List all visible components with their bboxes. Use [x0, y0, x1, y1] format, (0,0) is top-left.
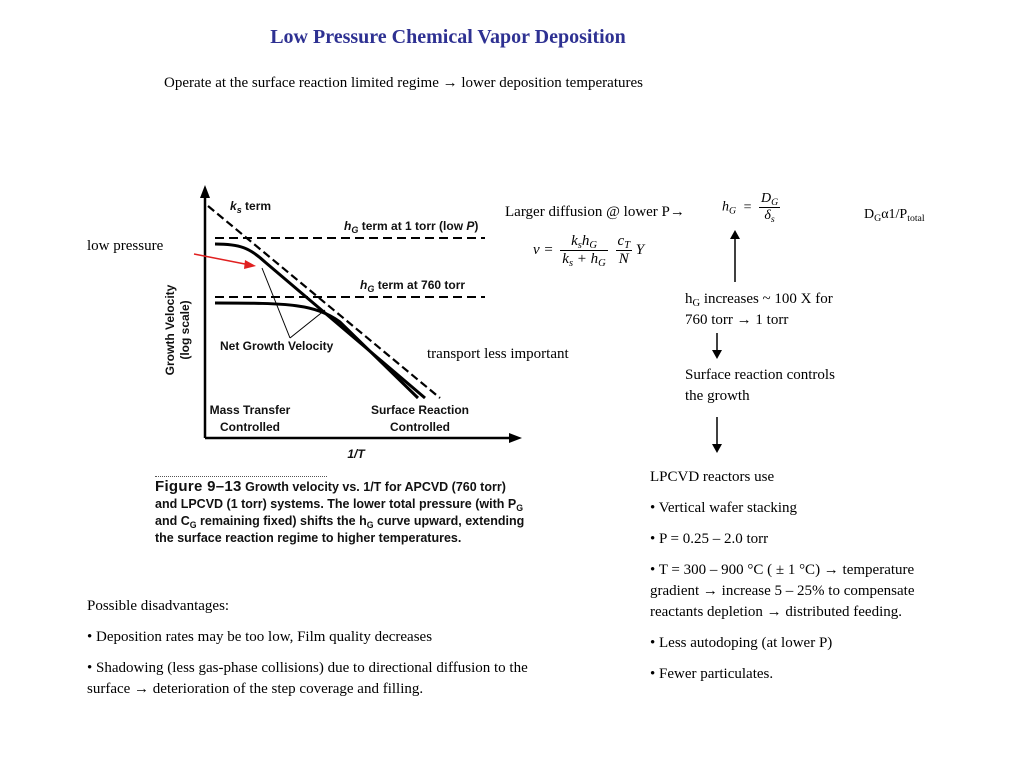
hg-eq-den-sub: s — [770, 214, 775, 225]
caption-end: remaining fixed) shifts the h — [196, 514, 367, 528]
hg-increase-text-2: 760 torr → 1 torr — [685, 312, 789, 328]
x-axis-label: 1/T — [347, 447, 365, 461]
red-pointer-arrow-icon — [190, 248, 260, 273]
figure-caption — [155, 478, 530, 547]
v-eq-y: Y — [635, 241, 645, 258]
lpcvd-heading: LPCVD reactors use — [650, 469, 775, 485]
hg1-end: ) — [474, 219, 479, 233]
disadvantages-bullet-1: • Deposition rates may be too low, Film quality decreases — [87, 629, 433, 645]
hg-eq-lhs-sub: G — [729, 205, 737, 217]
mass-transfer-label-1: Mass Transfer — [209, 403, 291, 417]
velocity-equation — [533, 233, 644, 268]
hg760-h: h — [360, 278, 368, 292]
surface-controls-2: the growth — [685, 388, 750, 404]
hg1-p: P — [466, 219, 475, 233]
dg-d: D — [864, 207, 875, 222]
hg-increase-text: increases ~ 100 X for — [700, 291, 833, 307]
v-eq-den-h-sub: G — [598, 258, 606, 269]
svg-text:hG term at 1 torr (low P) — [344, 219, 478, 235]
slide-subtitle: Operate at the surface reaction limited regime → lower deposition temperatures — [164, 75, 643, 91]
hg-equation: $h_G$ = $\frac{D_G}{\delta_s}$ — [722, 191, 779, 225]
hg-increase-h: h — [685, 291, 693, 307]
hg-increase-note — [685, 289, 833, 331]
svg-text:hG term at 760 torr — [360, 278, 465, 294]
ks-term-k: k — [230, 199, 237, 213]
disadvantages-heading: Possible disadvantages: — [87, 598, 230, 614]
caption-text: Growth velocity vs. 1/T for APCVD (760 torr) and LPCVD (1 torr) systems. The lower total pressure (with P — [155, 480, 517, 511]
caption-tail: curve upward, extending the surface reaction regime to higher temperatures. — [155, 514, 525, 545]
dg-total: total — [907, 213, 925, 224]
hg1-suffix: term at 1 torr (low — [358, 219, 467, 233]
caption-sub-3: G — [366, 520, 374, 530]
dg-relation — [864, 204, 925, 225]
growth-velocity-graph — [150, 180, 530, 470]
hg-eq-num-sub: G — [771, 197, 779, 208]
figure-number: Figure 9–13 — [155, 478, 242, 495]
v-eq-lhs: v = — [533, 241, 554, 258]
lpcvd-list — [650, 467, 960, 695]
v-eq-den-k: k — [562, 251, 569, 267]
lpcvd-bullet-3: • T = 300 – 900 °C ( ± 1 °C) → temperature gradient → increase 5 – 25% to compensate reactants depletion → distributed feeding. — [650, 562, 915, 620]
v-eq-num-h: h — [581, 233, 590, 249]
slide-title: Low Pressure Chemical Vapor Deposition — [270, 26, 626, 48]
v-eq-den-k-sub: s — [568, 258, 574, 269]
lpcvd-bullet-2: • P = 0.25 – 2.0 torr — [650, 531, 769, 547]
svg-text:ks term — [230, 199, 271, 215]
hg760-sub: G — [367, 284, 375, 294]
transport-note: transport less important — [427, 346, 569, 362]
up-arrow-icon — [728, 230, 742, 282]
v-eq-c: c — [617, 233, 625, 249]
ks-term-sub: s — [236, 205, 242, 215]
v-eq-num-k: k — [571, 233, 578, 249]
hg1-h: h — [344, 219, 352, 233]
surface-reaction-label-1: Surface Reaction — [370, 403, 470, 417]
larger-diffusion-note: Larger diffusion @ lower P→ — [505, 204, 685, 220]
down-arrow-icon-1 — [710, 333, 724, 359]
surface-controls-note — [685, 365, 835, 407]
hg-eq-den: δ — [764, 208, 771, 223]
net-growth-label: Net Growth Velocity — [220, 339, 334, 353]
mass-transfer-label-2: Controlled — [220, 420, 280, 434]
v-eq-n: N — [618, 251, 629, 267]
y-axis-label-2: (log scale) — [178, 300, 192, 360]
disadvantages-list — [87, 596, 537, 710]
dg-sub: G — [874, 213, 882, 224]
v-eq-num-k-sub: s — [577, 240, 582, 251]
lpcvd-bullet-4: • Less autodoping (at lower P) — [650, 635, 833, 651]
hg760-suffix: term at 760 torr — [374, 278, 466, 292]
dg-mid: α1/P — [881, 207, 908, 222]
hg-eq-lhs: h — [722, 199, 729, 215]
v-eq-den-h: + h — [573, 251, 599, 267]
caption-sub-2: G — [189, 520, 197, 530]
hg-eq-num: D — [760, 191, 772, 206]
surface-controls-1: Surface reaction controls — [685, 367, 835, 383]
down-arrow-icon-2 — [710, 417, 724, 453]
v-eq-c-sub: T — [624, 240, 631, 251]
lpcvd-bullet-1: • Vertical wafer stacking — [650, 500, 797, 516]
low-pressure-label: low pressure — [87, 238, 164, 254]
hg-increase-sub: G — [692, 298, 701, 309]
y-axis-label-1: Growth Velocity — [163, 284, 177, 376]
ks-term-suffix: term — [241, 199, 272, 213]
caption-sub-1: G — [516, 503, 524, 513]
disadvantages-bullet-2: • Shadowing (less gas-phase collisions) due to directional diffusion to the surface → deterioration of the step coverage and filling. — [87, 660, 528, 697]
surface-reaction-label-2: Controlled — [390, 420, 450, 434]
caption-mid: and C — [155, 514, 190, 528]
v-eq-num-h-sub: G — [589, 240, 597, 251]
hg1-sub: G — [351, 225, 359, 235]
caption-divider — [155, 476, 327, 477]
lpcvd-bullet-5: • Fewer particulates. — [650, 666, 774, 682]
